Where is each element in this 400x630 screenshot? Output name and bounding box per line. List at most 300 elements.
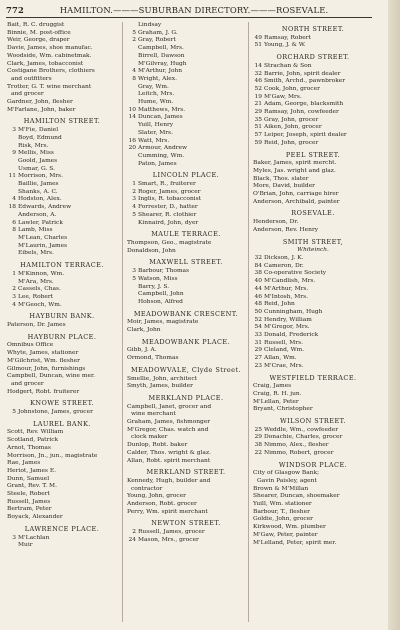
entry-text: M'Candlish, Mrs. bbox=[264, 278, 316, 285]
entry-text: Myles, Jas. wright and glaz. bbox=[253, 167, 336, 174]
entry-text: Campbell, Janet, grocer and bbox=[127, 403, 212, 410]
entry-text: Risk, Mrs. bbox=[18, 142, 49, 149]
directory-entry bbox=[127, 220, 245, 228]
entry-text: M'Lellan, Peter bbox=[253, 398, 299, 405]
directory-entry bbox=[253, 140, 373, 148]
entry-text: Mellis, Miss bbox=[18, 150, 54, 157]
house-number: 1 bbox=[132, 181, 136, 188]
street-heading: HAMILTON STREET. bbox=[23, 117, 101, 126]
directory-entry bbox=[7, 271, 117, 279]
entry-text: Grant, Rev. T. M. bbox=[7, 483, 57, 490]
directory-entry bbox=[127, 493, 245, 501]
entry-text: Russell, James, grocer bbox=[138, 529, 205, 536]
street-heading: WINDSOR PLACE. bbox=[278, 460, 348, 469]
header-rule bbox=[6, 17, 372, 18]
entry-text: Calder, Thos. wright & glaz. bbox=[127, 449, 211, 456]
directory-entry bbox=[253, 363, 373, 371]
entry-text: Gray, John, grocer bbox=[264, 116, 319, 123]
entry-text: Muir bbox=[18, 542, 33, 549]
entry-text: City of Glasgow Bank; bbox=[253, 470, 320, 477]
directory-entry bbox=[253, 509, 373, 517]
directory-entry bbox=[7, 506, 117, 514]
directory-entry bbox=[127, 404, 245, 412]
directory-entry bbox=[7, 173, 117, 181]
directory-entry bbox=[127, 537, 245, 545]
entry-text: Ramsay, John, cowfeeder bbox=[264, 109, 339, 116]
house-number: 38 bbox=[254, 270, 262, 277]
entry-text: Usmar, G. S. bbox=[18, 165, 55, 172]
entry-text: Gardner, John, flesher bbox=[7, 99, 73, 106]
entry-text: M'Lean, Charles bbox=[18, 234, 68, 241]
directory-entry bbox=[253, 309, 373, 317]
entry-text: Russell, James bbox=[7, 498, 51, 505]
entry-text: Gilmour, John, furnishings bbox=[7, 365, 86, 372]
house-number: 48 bbox=[254, 301, 262, 308]
directory-entry bbox=[253, 35, 373, 43]
entry-text: Aiken, John, grocer bbox=[264, 124, 322, 131]
directory-entry bbox=[7, 437, 117, 445]
house-number: 51 bbox=[254, 124, 262, 131]
directory-entry bbox=[253, 132, 373, 140]
directory-entry bbox=[7, 135, 117, 143]
entry-text: Barbour, T., flesher bbox=[253, 508, 310, 515]
directory-entry bbox=[7, 429, 117, 437]
house-number: 44 bbox=[254, 285, 262, 292]
street-heading: MERKLAND PLACE. bbox=[148, 393, 224, 402]
entry-text: Heriot, James E. bbox=[7, 467, 56, 474]
directory-entry bbox=[253, 383, 373, 391]
entry-text: Lawler, Patrick bbox=[18, 219, 63, 226]
directory-entry bbox=[7, 389, 117, 397]
directory-entry bbox=[7, 227, 117, 235]
directory-entry bbox=[127, 347, 245, 355]
directory-entry bbox=[127, 276, 245, 284]
house-number: 19 bbox=[254, 93, 262, 100]
house-number: 5 bbox=[132, 275, 136, 282]
entry-text: Roger, James, grocer bbox=[138, 188, 201, 195]
directory-entry bbox=[7, 220, 117, 228]
entry-text: Boyack, Alexander bbox=[7, 514, 63, 521]
running-title: HAMILTON.———SUBURBAN DIRECTORY.———ROSEVALE. bbox=[59, 5, 329, 15]
directory-entry bbox=[7, 37, 117, 45]
directory-entry bbox=[253, 191, 373, 199]
directory-entry bbox=[253, 263, 373, 271]
entry-text: Lindsay bbox=[138, 22, 162, 28]
house-number: 8 bbox=[132, 75, 136, 82]
house-number: 46 bbox=[254, 78, 262, 85]
entry-text: Cunningham, Hugh bbox=[264, 308, 323, 315]
entry-text: Adam, George, blacksmith bbox=[264, 101, 344, 108]
entry-text: Craig, James bbox=[253, 383, 292, 390]
directory-entry bbox=[253, 94, 373, 102]
page-header bbox=[6, 5, 366, 16]
directory-entry bbox=[127, 383, 245, 391]
directory-entry bbox=[253, 183, 373, 191]
directory-entry bbox=[127, 61, 245, 69]
entry-text: Rae, James bbox=[7, 460, 41, 467]
house-number: 3 bbox=[12, 534, 16, 541]
entry-text: M'Intosh, Mrs. bbox=[264, 293, 308, 300]
entry-text: Kennedy, Hugh, builder and bbox=[127, 477, 211, 484]
entry-text: Clark, John bbox=[127, 327, 161, 334]
entry-text: M'Farlane, John, baker bbox=[7, 106, 76, 113]
entry-text: Bertram, Peter bbox=[7, 506, 52, 513]
entry-text: Perry, Wm. spirit merchant bbox=[127, 508, 208, 515]
directory-entry bbox=[7, 342, 117, 350]
directory-entry bbox=[127, 355, 245, 363]
house-number: 2 bbox=[132, 188, 136, 195]
house-number: 50 bbox=[254, 308, 262, 315]
directory-entry bbox=[127, 434, 245, 442]
directory-entry bbox=[127, 45, 245, 53]
entry-text: Kinnaird, John, dyer bbox=[138, 219, 199, 226]
directory-entry bbox=[7, 68, 117, 76]
entry-text: M'Gilchrist, Wm. flesher bbox=[7, 357, 80, 364]
entry-text: Birrell, Dawson bbox=[138, 52, 185, 59]
directory-entry bbox=[7, 250, 117, 258]
entry-text: Anderson, A. bbox=[18, 211, 57, 218]
entry-text: Morrison, Mrs. bbox=[18, 173, 63, 180]
directory-entry bbox=[253, 86, 373, 94]
directory-entry bbox=[253, 219, 373, 227]
entry-text: M'Crae, Mrs. bbox=[264, 362, 304, 369]
entry-text: M'Arthur, Mrs. bbox=[264, 285, 309, 292]
house-number: 52 bbox=[254, 85, 262, 92]
entry-text: Russell, Mrs. bbox=[264, 339, 304, 346]
entry-text: Trotter, G. T. wine merchant bbox=[7, 83, 92, 90]
directory-entry bbox=[253, 294, 373, 302]
street-heading: ROSEVALE. bbox=[291, 209, 335, 218]
entry-text: Goldie, John, grocer bbox=[253, 516, 313, 523]
entry-text: Campbell, Duncan, wine mer. bbox=[7, 373, 95, 380]
directory-entry bbox=[127, 153, 245, 161]
entry-text: and grocer bbox=[11, 91, 44, 98]
directory-entry bbox=[253, 278, 373, 286]
house-number: 6 bbox=[12, 219, 16, 226]
directory-entry bbox=[253, 227, 373, 235]
directory-entry bbox=[7, 107, 117, 115]
house-number: 3 bbox=[132, 196, 136, 203]
street-heading: HAYBURN PLACE. bbox=[27, 332, 97, 341]
entry-text: Steele, Robert bbox=[7, 491, 50, 498]
directory-entry bbox=[7, 366, 117, 374]
directory-entry bbox=[253, 516, 373, 524]
house-number: 1 bbox=[12, 270, 16, 277]
entry-text: Barry, J. S. bbox=[138, 283, 170, 290]
entry-text: contractor bbox=[131, 485, 163, 492]
entry-text: Barbour, Thomas bbox=[138, 268, 190, 275]
directory-entry bbox=[127, 189, 245, 197]
entry-text: Watt, Mrs. bbox=[138, 137, 170, 144]
street-heading: ORCHARD STREET. bbox=[276, 53, 350, 62]
directory-entry bbox=[253, 355, 373, 363]
house-number: 29 bbox=[254, 434, 262, 441]
directory-entry bbox=[253, 450, 373, 458]
entry-text: Gray, Robert bbox=[138, 37, 176, 44]
directory-entry bbox=[127, 319, 245, 327]
entry-text: Dunlop, Robt. baker bbox=[127, 442, 188, 449]
directory-entry bbox=[253, 434, 373, 442]
directory-entry bbox=[253, 478, 373, 486]
entry-text: Whyte, James, stationer bbox=[7, 350, 79, 357]
directory-entry bbox=[127, 22, 245, 30]
directory-entry bbox=[7, 302, 117, 310]
entry-text: Paterson, Dr. James bbox=[7, 322, 66, 329]
entry-text: Hodston, Alex. bbox=[18, 196, 62, 203]
entry-text: Barrie, John, spirit dealer bbox=[264, 70, 341, 77]
directory-entry bbox=[253, 540, 373, 548]
house-number: 57 bbox=[254, 132, 262, 139]
house-number: 11 bbox=[8, 173, 16, 180]
directory-entry bbox=[127, 419, 245, 427]
house-number: 21 bbox=[254, 101, 262, 108]
entry-text: Slater, Mrs. bbox=[138, 129, 173, 136]
directory-entry bbox=[127, 529, 245, 537]
directory-entry bbox=[7, 212, 117, 220]
directory-entry bbox=[7, 381, 117, 389]
directory-entry bbox=[253, 176, 373, 184]
entry-text: Baillie, James bbox=[18, 181, 59, 188]
directory-entry bbox=[7, 84, 117, 92]
entry-text: Inglis, R. tobacconist bbox=[138, 196, 202, 203]
entry-text: Anderson, Rev. Henry bbox=[253, 226, 319, 233]
directory-entry bbox=[127, 114, 245, 122]
directory-entry bbox=[253, 199, 373, 207]
house-number: 32 bbox=[254, 254, 262, 261]
directory-entry bbox=[253, 255, 373, 263]
directory-entry bbox=[7, 499, 117, 507]
entry-text: Graham, J. G. bbox=[138, 29, 178, 36]
directory-entry bbox=[127, 509, 245, 517]
directory-entry bbox=[7, 483, 117, 491]
entry-text: wine merchant bbox=[131, 411, 176, 418]
directory-entry bbox=[7, 491, 117, 499]
directory-entry bbox=[253, 406, 373, 414]
house-number: 52 bbox=[254, 316, 262, 323]
house-number: 3 bbox=[132, 268, 136, 275]
entry-text: Yuill, Wm. stationer bbox=[253, 501, 312, 508]
directory-entry bbox=[253, 470, 373, 478]
entry-text: Campbell, John bbox=[138, 291, 184, 298]
entry-text: Cook, John, grocer bbox=[264, 85, 320, 92]
house-number: 40 bbox=[254, 278, 262, 285]
directory-entry bbox=[7, 158, 117, 166]
entry-text: M'Fie, Daniel bbox=[18, 127, 59, 134]
directory-entry bbox=[127, 284, 245, 292]
entry-text: Dunn, Samuel bbox=[7, 475, 50, 482]
entry-text: Young, J. & W. bbox=[264, 42, 306, 49]
entry-text: Cleland, Wm. bbox=[264, 347, 305, 354]
directory-entry bbox=[127, 107, 245, 115]
directory-entry bbox=[253, 347, 373, 355]
entry-text: Campbell, Mrs. bbox=[138, 45, 184, 52]
directory-entry bbox=[127, 122, 245, 130]
house-number: 49 bbox=[254, 34, 262, 41]
entry-text: M'Kinnon, Wm. bbox=[18, 270, 65, 277]
house-number: 46 bbox=[254, 293, 262, 300]
directory-entry bbox=[253, 442, 373, 450]
street-heading: WESTFIELD TERRACE. bbox=[269, 373, 357, 382]
entry-text: Wright, Alex. bbox=[138, 75, 177, 82]
house-number: 5 bbox=[132, 29, 136, 36]
street-heading: MAXWELL STREET. bbox=[149, 258, 223, 267]
house-number: 10 bbox=[128, 106, 136, 113]
entry-text: Omnibus Office bbox=[7, 342, 54, 349]
directory-entry bbox=[7, 358, 117, 366]
entry-text: Duncan, James bbox=[138, 114, 183, 121]
entry-text: Nimmo, Robert, grocer bbox=[264, 449, 334, 456]
directory-entry bbox=[127, 37, 245, 45]
entry-text: Gray, Wm. bbox=[138, 83, 169, 90]
house-number: 54 bbox=[254, 324, 262, 331]
entry-text: Kirkwood, Wm. plumber bbox=[253, 524, 326, 531]
directory-entry bbox=[253, 270, 373, 278]
directory-entry bbox=[7, 542, 117, 550]
directory-entry bbox=[253, 427, 373, 435]
directory-entry bbox=[7, 181, 117, 189]
entry-text: Moir, James, magistrate bbox=[127, 319, 199, 326]
directory-entry bbox=[127, 76, 245, 84]
entry-text: Woodside, Wm. cabinetmak. bbox=[7, 52, 92, 59]
entry-text: Lee, Robert bbox=[18, 293, 54, 300]
directory-entry bbox=[127, 161, 245, 169]
street-heading: MAULE TERRACE. bbox=[151, 230, 221, 239]
street-heading: NEWTON STREET. bbox=[151, 519, 221, 528]
directory-entry bbox=[253, 493, 373, 501]
entry-text: M'Arthur, John bbox=[138, 68, 183, 75]
house-number: 23 bbox=[254, 362, 262, 369]
directory-entry bbox=[253, 340, 373, 348]
directory-entry bbox=[253, 317, 373, 325]
house-number: 33 bbox=[254, 332, 262, 339]
directory-entry bbox=[127, 212, 245, 220]
directory-entry bbox=[127, 458, 245, 466]
house-number: 59 bbox=[254, 139, 262, 146]
entry-text: Reid, John bbox=[264, 301, 295, 308]
directory-entry bbox=[7, 127, 117, 135]
directory-entry bbox=[127, 99, 245, 107]
entry-text: Dickson, J. K. bbox=[264, 254, 304, 261]
house-number: 29 bbox=[254, 347, 262, 354]
column-divider bbox=[122, 22, 123, 622]
column-divider bbox=[248, 22, 249, 622]
entry-text: Shanks, A. C. bbox=[18, 188, 58, 195]
entry-text: M'Gaw, Mrs. bbox=[264, 93, 302, 100]
directory-entry bbox=[7, 22, 117, 30]
entry-text: Watson, Miss bbox=[138, 275, 178, 282]
entry-text: Donaldson, John bbox=[127, 247, 176, 254]
street-heading: KNOWE STREET. bbox=[30, 399, 94, 408]
house-number: 24 bbox=[128, 536, 136, 543]
directory-entry bbox=[127, 248, 245, 256]
directory-entry bbox=[253, 391, 373, 399]
street-heading: WILSON STREET. bbox=[279, 417, 347, 426]
directory-entry bbox=[7, 189, 117, 197]
entry-text: Davie, James, shoe manufac. bbox=[7, 45, 93, 52]
entry-text: Shearer, R. clothier bbox=[138, 211, 197, 218]
directory-entry bbox=[127, 84, 245, 92]
directory-column-3 bbox=[253, 22, 373, 547]
house-number: 2 bbox=[12, 286, 16, 293]
street-heading: HAYBURN BANK. bbox=[29, 312, 95, 321]
house-number: 2 bbox=[132, 529, 136, 536]
directory-entry bbox=[127, 196, 245, 204]
house-number: 38 bbox=[254, 442, 262, 449]
directory-entry bbox=[127, 145, 245, 153]
entry-text: Edwards, Andrew bbox=[18, 204, 72, 211]
entry-text: Thompson, Geo., magistrate bbox=[127, 239, 212, 246]
entry-text: M'Ara, Mrs. bbox=[18, 278, 54, 285]
entry-text: Co-operative Society bbox=[264, 270, 327, 277]
entry-text: Binnie, M. post-office bbox=[7, 29, 71, 36]
entry-text: M'Gregor, Mrs. bbox=[264, 324, 310, 331]
directory-entry bbox=[7, 279, 117, 287]
entry-text: Weddle, Wm., cowfeeder bbox=[264, 426, 339, 433]
entry-text: Nimmo, Alex., flesher bbox=[264, 442, 329, 449]
directory-entry bbox=[127, 268, 245, 276]
entry-text: Leiper, Joseph, spirit dealer bbox=[264, 132, 347, 139]
entry-text: Morrison, Jn., jun., magistrate bbox=[7, 452, 98, 459]
entry-text: Hume, Wm. bbox=[138, 99, 174, 106]
entry-text: Smellie, John, architect bbox=[127, 375, 198, 382]
entry-text: Goold, James bbox=[18, 157, 58, 164]
street-heading: MEADOWBANK PLACE. bbox=[141, 337, 231, 346]
entry-text: Hendry, William bbox=[264, 316, 312, 323]
directory-entry bbox=[127, 68, 245, 76]
street-heading: NORTH STREET. bbox=[281, 25, 345, 33]
directory-entry bbox=[7, 30, 117, 38]
entry-text: Matthews, Mrs. bbox=[138, 106, 186, 113]
entry-text: Allan, Robt. spirit merchant bbox=[127, 457, 211, 464]
house-number: 4 bbox=[132, 68, 136, 75]
directory-entry bbox=[7, 53, 117, 61]
entry-text: More, David, builder bbox=[253, 183, 315, 190]
directory-entry bbox=[7, 373, 117, 381]
directory-entry bbox=[7, 76, 117, 84]
street-subheading: Whiteinch. bbox=[297, 247, 329, 254]
directory-entry bbox=[7, 235, 117, 243]
house-number: 14 bbox=[128, 114, 136, 121]
entry-text: Strachan & Son bbox=[264, 62, 312, 69]
directory-entry bbox=[127, 240, 245, 248]
entry-text: Black, Thos. slater bbox=[253, 175, 309, 182]
entry-text: Scotland, Patrick bbox=[7, 437, 59, 444]
entry-text: Ramsay, Robert bbox=[264, 34, 311, 41]
house-number: 4 bbox=[12, 196, 16, 203]
house-number: 20 bbox=[128, 145, 136, 152]
page-edge bbox=[388, 0, 400, 630]
directory-entry bbox=[253, 301, 373, 309]
entry-text: Allan, Wm. bbox=[264, 355, 297, 362]
street-heading: HAMILTON TERRACE. bbox=[20, 261, 104, 270]
directory-entry bbox=[7, 350, 117, 358]
entry-text: Brown & M'Millan bbox=[253, 485, 309, 492]
directory-entry bbox=[253, 109, 373, 117]
directory-entry bbox=[127, 53, 245, 61]
street-heading: LAUREL BANK. bbox=[33, 419, 91, 428]
street-heading: SMITH STREET, bbox=[282, 237, 344, 246]
house-number: 5 bbox=[12, 409, 16, 416]
house-number: 22 bbox=[254, 449, 262, 456]
entry-text: Bait, R. C. druggist bbox=[7, 22, 65, 28]
entry-text: M'Laurin, James bbox=[18, 242, 68, 249]
directory-entry bbox=[7, 535, 117, 543]
directory-entry bbox=[7, 322, 117, 330]
entry-text: M'Lelland, Peter, spirit mer. bbox=[253, 539, 337, 546]
directory-entry bbox=[7, 468, 117, 476]
entry-text: Forrester, D., hatter bbox=[138, 204, 198, 211]
entry-text: Boyd, Edmund bbox=[18, 134, 62, 141]
